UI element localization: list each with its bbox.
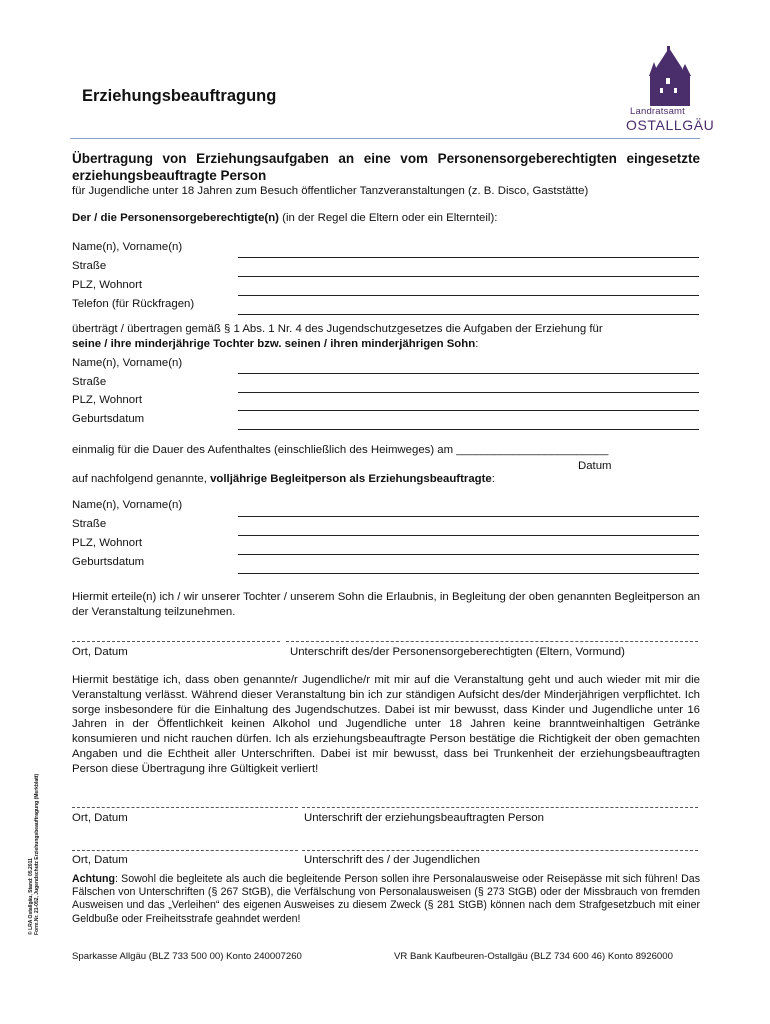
warning-notice: Achtung: Sowohl die begleitete als auch die begleitende Person sollen ihre Personalausweise oder Reisepässe mit sich führen! Das Fälschen von Unterschriften (§ 267 StGB), die Verfälschung von Personalausweisen (§ 273 StGB) oder der Missbrauch von fremden Ausweisen und das „Verleihen“ des eigenen Ausweises zu diesem Zweck (§ 281 StGB) können nach dem Strafgesetzbuch mit einer Geldbuße oder Freiheitsstrafe geahndet werden! <box>72 873 700 925</box>
guardian-city-field[interactable] <box>238 295 699 296</box>
footer-bank-left: Sparkasse Allgäu (BLZ 733 500 00) Konto 240007260 <box>72 951 302 962</box>
date-caption: Datum <box>578 460 612 472</box>
permission-text: Hiermit erteile(n) ich / wir unserer Tochter / unserem Sohn die Erlaubnis, in Begleitung der oben genannten Begleitperson an der Veranstaltung teilzunehmen. <box>72 591 700 618</box>
minor-name-label: Name(n), Vorname(n) <box>72 357 183 369</box>
companion-name-field[interactable] <box>238 516 699 517</box>
companion-name-label: Name(n), Vorname(n) <box>72 499 183 511</box>
sig3-signature-field[interactable] <box>302 850 698 851</box>
minor-city-label: PLZ, Wohnort <box>72 394 143 406</box>
sig1-signature-field[interactable] <box>286 641 698 642</box>
companion-intro: auf nachfolgend genannte, volljährige Begleitperson als Erziehungsbeauftragte: <box>72 473 495 485</box>
sig1-place-date-field[interactable] <box>72 641 280 642</box>
sig2-place-date-field[interactable] <box>72 807 298 808</box>
once-text: einmalig für die Dauer des Aufenthaltes (einschließlich des Heimweges) am ________________________ <box>72 444 609 456</box>
guardian-name-label: Name(n), Vorname(n) <box>72 241 183 253</box>
companion-city-label: PLZ, Wohnort <box>72 537 143 549</box>
sig1-left-label: Ort, Datum <box>72 646 128 658</box>
sig3-place-date-field[interactable] <box>72 850 298 851</box>
sig2-right-label: Unterschrift der erziehungsbeauftragten Person <box>304 812 544 824</box>
transfer-text: überträgt / übertragen gemäß § 1 Abs. 1 Nr. 4 des Jugendschutzgesetzes die Aufgaben der Erziehung für seine / ihre minderjährige Tochter bzw. seinen / ihren minderjährigen Sohn: <box>72 323 603 350</box>
landratsamt-castle-logo <box>622 46 718 106</box>
logo-line1: Landratsamt <box>630 106 686 117</box>
confirmation-text: Hiermit bestätige ich, dass oben genannte/r Jugendliche/r mit mir auf die Veranstaltung geht und auch wieder mit mir die Veranstaltung verlässt. Während dieser Veranstaltung bin ich zur ständigen Aufsicht des/der Minderjährigen verpflichtet. Ich sorge insbesondere für die Einhaltung des Jugendschutzes. Dabei ist mir bewusst, dass Kinder und Jugendliche unter 16 Jahren in der Öffentlichkeit keinen Alkohol und Jugendliche unter 18 Jahren keine branntweinhaltigen Getränke konsumieren und nicht rauchen dürfen. Ich als erziehungsbeauftragte Person bestätige die Richtigkeit der oben gemachten Angaben und die Echtheit aller Unterschriften. Dabei ist mir bewusst, dass bei Trunkenheit der erziehungsbeauftragten Person diese Übertragung ihre Gültigkeit verliert! <box>72 674 700 775</box>
minor-street-label: Straße <box>72 376 107 388</box>
logo-line2: OSTALLGÄU <box>626 117 715 133</box>
guardian-street-label: Straße <box>72 260 107 272</box>
minor-name-field[interactable] <box>238 373 699 374</box>
companion-birthdate-field[interactable] <box>238 573 699 574</box>
minor-birthdate-label: Geburtsdatum <box>72 413 145 425</box>
minor-birthdate-field[interactable] <box>238 429 699 430</box>
title-divider <box>70 138 700 139</box>
footer-bank-right: VR Bank Kaufbeuren-Ostallgäu (BLZ 734 600 46) Konto 8926000 <box>394 951 673 962</box>
sig3-left-label: Ort, Datum <box>72 854 128 866</box>
guardian-phone-label: Telefon (für Rückfragen) <box>72 298 195 310</box>
side-copyright-note: © LRA Ostallgäu, Stand: 05.2011 Form.Nr. 21-052, Jugendschutz Erziehungsbeauftragung (Merkblatt) <box>28 773 40 935</box>
companion-city-field[interactable] <box>238 554 699 555</box>
guardian-city-label: PLZ, Wohnort <box>72 279 143 291</box>
companion-street-field[interactable] <box>238 535 699 536</box>
guardian-name-field[interactable] <box>238 257 699 258</box>
sig2-left-label: Ort, Datum <box>72 812 128 824</box>
sig1-right-label: Unterschrift des/der Personensorgeberechtigten (Eltern, Vormund) <box>290 646 625 658</box>
sig2-signature-field[interactable] <box>302 807 698 808</box>
form-heading: Übertragung von Erziehungsaufgaben an eine vom Personensorgeberechtigten eingesetzte erziehungsbeauftragte Person <box>72 151 700 183</box>
companion-street-label: Straße <box>72 518 107 530</box>
sig3-right-label: Unterschrift des / der Jugendlichen <box>304 854 481 866</box>
document-title: Erziehungsbeauftragung <box>82 87 277 105</box>
minor-street-field[interactable] <box>238 392 699 393</box>
form-subheading: für Jugendliche unter 18 Jahren zum Besuch öffentlicher Tanzveranstaltungen (z. B. Disco, Gaststätte) <box>72 185 589 197</box>
guardian-intro: Der / die Personensorgeberechtigte(n) (in der Regel die Eltern oder ein Elternteil): <box>72 212 498 224</box>
companion-birthdate-label: Geburtsdatum <box>72 556 145 568</box>
minor-city-field[interactable] <box>238 410 699 411</box>
guardian-street-field[interactable] <box>238 276 699 277</box>
guardian-phone-field[interactable] <box>238 314 699 315</box>
